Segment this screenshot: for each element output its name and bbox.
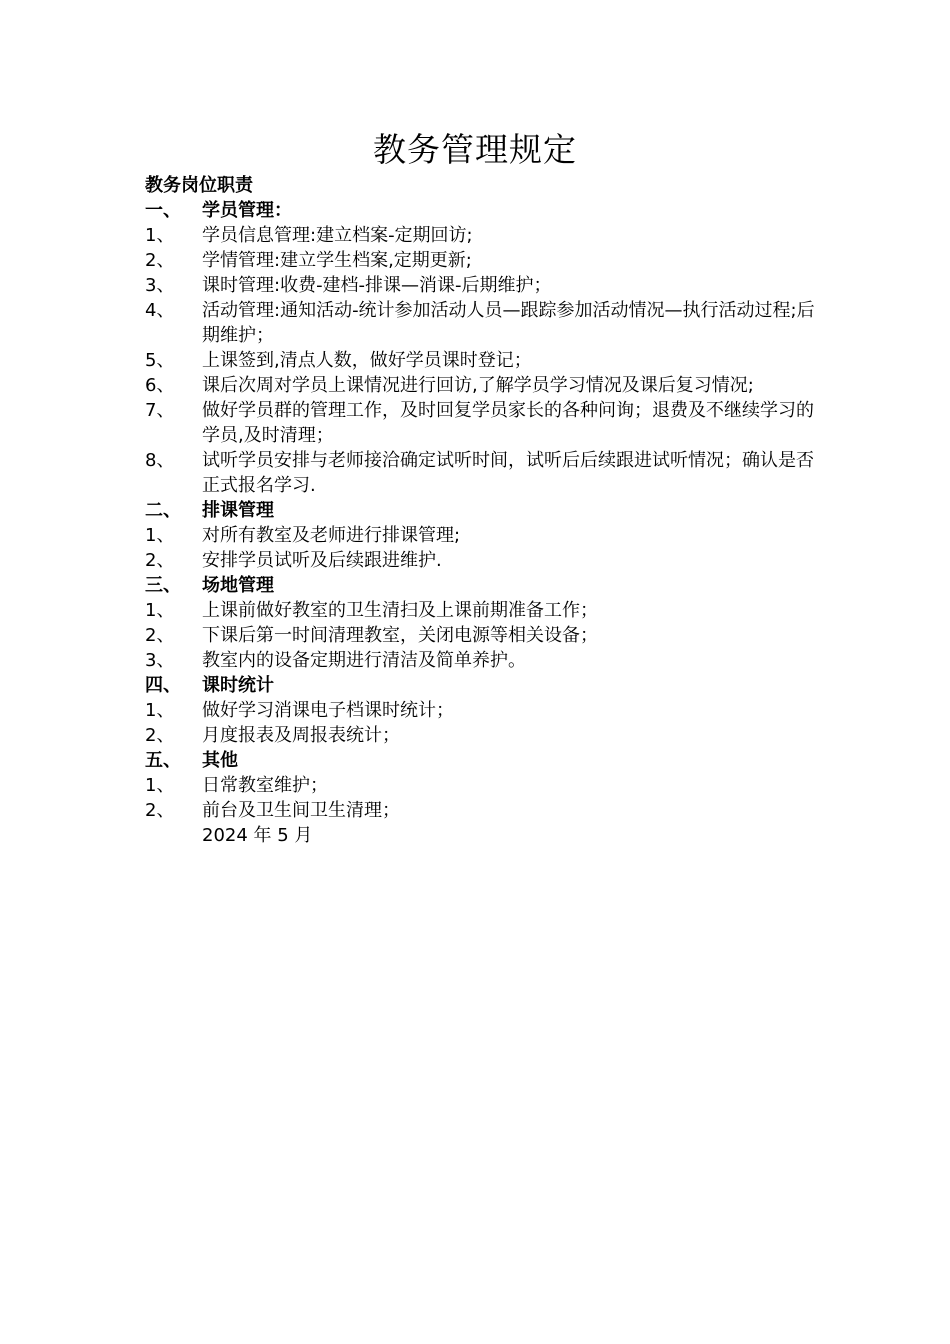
section-heading <box>145 673 815 698</box>
item-number: 8、 <box>145 450 175 471</box>
list-item <box>145 548 815 573</box>
list-item <box>145 798 815 823</box>
item-text: 课时管理:收费-建档-排课—消课-后期维护； <box>202 275 552 296</box>
item-text: 日常教室维护； <box>202 775 328 796</box>
list-item <box>145 623 815 648</box>
item-text: 课后次周对学员上课情况进行回访,了解学员学习情况及课后复习情况; <box>202 375 754 396</box>
section-heading <box>145 498 815 523</box>
item-text: 对所有教室及老师进行排课管理; <box>202 525 461 546</box>
item-number: 2、 <box>145 550 175 571</box>
list-item <box>145 248 815 273</box>
section-title: 课时统计 <box>202 675 274 696</box>
item-number: 2、 <box>145 250 175 271</box>
item-number: 1、 <box>145 775 175 796</box>
list-item <box>145 698 815 723</box>
item-number: 3、 <box>145 275 175 296</box>
list-item <box>145 723 815 748</box>
section-number: 三、 <box>145 575 181 596</box>
item-text: 教室内的设备定期进行清洁及简单养护。 <box>202 650 526 671</box>
item-number: 1、 <box>145 700 175 721</box>
item-number: 7、 <box>145 400 175 421</box>
list-item <box>145 223 815 248</box>
item-number: 2、 <box>145 625 175 646</box>
section-number: 一、 <box>145 200 181 221</box>
section-title: 学员管理： <box>202 200 292 221</box>
section-title: 排课管理 <box>202 500 274 521</box>
section-number: 四、 <box>145 675 181 696</box>
item-number: 2、 <box>145 725 175 746</box>
item-text: 月度报表及周报表统计； <box>202 725 400 746</box>
list-item <box>145 373 815 398</box>
sections-container <box>145 198 815 823</box>
list-item <box>145 773 815 798</box>
item-text: 做好学员群的管理工作，及时回复学员家长的各种问询；退费及不继续学习的学员,及时清理； <box>202 400 814 446</box>
item-text: 上课前做好教室的卫生清扫及上课前期准备工作； <box>202 600 598 621</box>
section-title: 场地管理 <box>202 575 274 596</box>
section-heading <box>145 198 815 223</box>
item-number: 1、 <box>145 600 175 621</box>
section-heading <box>145 573 815 598</box>
list-item <box>145 648 815 673</box>
item-number: 1、 <box>145 225 175 246</box>
document-date: 2024 年 5 月 <box>202 825 313 846</box>
item-text: 活动管理:通知活动-统计参加活动人员—跟踪参加活动情况—执行活动过程;后期维护； <box>202 300 815 346</box>
item-text: 前台及卫生间卫生清理； <box>202 800 400 821</box>
list-item <box>145 448 815 498</box>
list-item <box>145 298 815 348</box>
document-subtitle: 教务岗位职责 <box>145 175 253 196</box>
item-text: 安排学员试听及后续跟进维护. <box>202 550 442 571</box>
item-number: 6、 <box>145 375 175 396</box>
section-title: 其他 <box>202 750 238 771</box>
item-number: 2、 <box>145 800 175 821</box>
item-text: 下课后第一时间清理教室，关闭电源等相关设备； <box>202 625 598 646</box>
item-number: 4、 <box>145 300 175 321</box>
list-item <box>145 523 815 548</box>
list-item <box>145 348 815 373</box>
item-text: 学员信息管理:建立档案-定期回访; <box>202 225 473 246</box>
item-number: 3、 <box>145 650 175 671</box>
list-item <box>145 398 815 448</box>
item-text: 试听学员安排与老师接洽确定试听时间，试听后后续跟进试听情况；确认是否正式报名学习. <box>202 450 814 496</box>
section-heading <box>145 748 815 773</box>
section-number: 五、 <box>145 750 181 771</box>
item-text: 做好学习消课电子档课时统计； <box>202 700 454 721</box>
section-number: 二、 <box>145 500 181 521</box>
list-item <box>145 598 815 623</box>
item-text: 学情管理:建立学生档案,定期更新; <box>202 250 472 271</box>
list-item <box>145 273 815 298</box>
document-title: 教务管理规定 <box>373 130 577 169</box>
item-text: 上课签到,清点人数，做好学员课时登记； <box>202 350 532 371</box>
item-number: 1、 <box>145 525 175 546</box>
document-body <box>145 173 815 848</box>
item-number: 5、 <box>145 350 175 371</box>
